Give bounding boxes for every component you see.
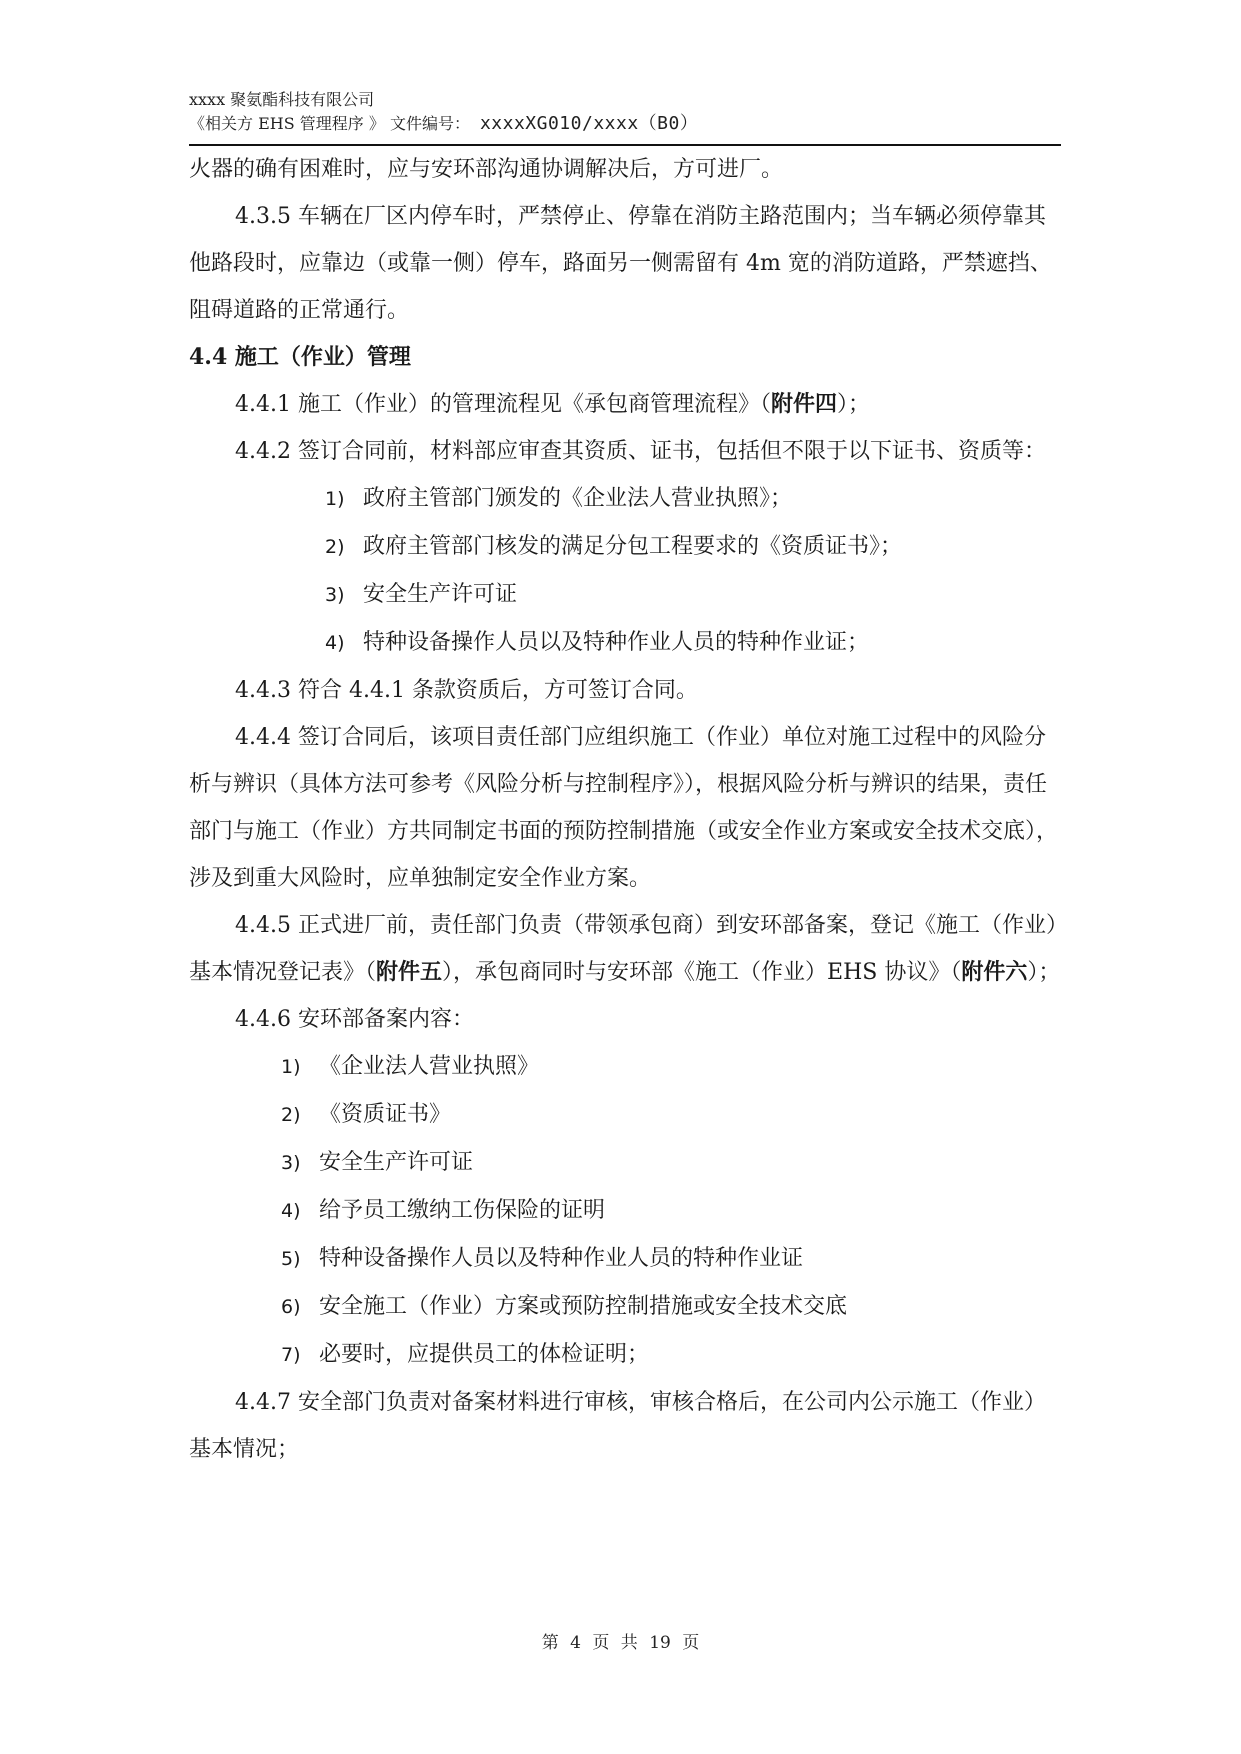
attachment-ref: 附件五: [376, 959, 443, 985]
certificate-list: [189, 475, 1061, 667]
section-heading-4-4: 4.4 施工（作业）管理: [189, 344, 411, 370]
list-item: 1) 《企业法人营业执照》: [281, 1054, 540, 1079]
list-item: 1) 政府主管部门颁发的《企业法人营业执照》；: [325, 486, 793, 511]
paragraph-4-3-5: 4.3.5 车辆在厂区内停车时，严禁停止、停靠在消防主路范围内；当车辆必须停靠其他路段时，应靠边（或靠一侧）停车，路面另一侧需留有 4m 宽的消防道路，严禁遮挡、阻碍道路的正常通行。: [189, 204, 1052, 323]
attachment-ref: 附件六: [961, 959, 1028, 985]
paragraph-4-4-2: 4.4.2 签订合同前，材料部应审查其资质、证书，包括但不限于以下证书、资质等：: [235, 439, 1046, 464]
paragraph-4-4-3: 4.4.3 符合 4.4.1 条款资质后，方可签订合同。: [235, 678, 698, 703]
procedure-title: 《相关方 EHS 管理程序 》 文件编号：: [189, 114, 470, 133]
company-name: xxxx 聚氨酯科技有限公司: [189, 90, 375, 109]
page-number: 第 4 页 共 19 页: [541, 1633, 700, 1653]
document-body: [189, 146, 1061, 1473]
list-item: 4) 特种设备操作人员以及特种作业人员的特种作业证；: [325, 630, 870, 655]
paragraph-4-4-7: 4.4.7 安全部门负责对备案材料进行审核，审核合格后，在公司内公示施工（作业）基本情况；: [189, 1390, 1046, 1462]
paragraph-4-4-6: 4.4.6 安环部备案内容：: [235, 1007, 474, 1032]
attachment-ref: 附件四: [770, 391, 837, 417]
list-item: 3) 安全生产许可证: [325, 582, 518, 607]
paragraph-4-4-5: 4.4.5 正式进厂前，责任部门负责（带领承包商）到安环部备案，登记《施工（作业）基本情况登记表》（附件五），承包商同时与安环部《施工（作业）EHS 协议》（附件六）；: [189, 913, 1061, 985]
page-header: [189, 88, 1061, 136]
list-item: 6) 安全施工（作业）方案或预防控制措施或安全技术交底: [281, 1294, 848, 1319]
list-item: 7) 必要时，应提供员工的体检证明；: [281, 1342, 650, 1367]
continued-paragraph: 火器的确有困难时，应与安环部沟通协调解决后，方可进厂。: [189, 157, 784, 182]
paragraph-4-4-1: 4.4.1 施工（作业）的管理流程见《承包商管理流程》（附件四）；: [235, 391, 871, 417]
list-item: 3) 安全生产许可证: [281, 1150, 474, 1175]
filing-list: [189, 1043, 1061, 1379]
list-item: 2) 政府主管部门核发的满足分包工程要求的《资质证书》；: [325, 534, 903, 559]
list-item: 4) 给予员工缴纳工伤保险的证明: [281, 1198, 606, 1223]
list-item: 5) 特种设备操作人员以及特种作业人员的特种作业证: [281, 1246, 804, 1271]
procedure-line: [189, 112, 1061, 136]
paragraph-4-4-4: 4.4.4 签订合同后，该项目责任部门应组织施工（作业）单位对施工过程中的风险分析与辨识（具体方法可参考《风险分析与控制程序》），根据风险分析与辨识的结果，责任部门与施工（作业）方共同制定书面的预防控制措施（或安全作业方案或安全技术交底），涉及到重大风险时，应单独制定安全作业方案。: [189, 725, 1059, 891]
document-number: xxxxXG010/xxxx（B0）: [479, 113, 699, 134]
list-item: 2) 《资质证书》: [281, 1102, 452, 1127]
